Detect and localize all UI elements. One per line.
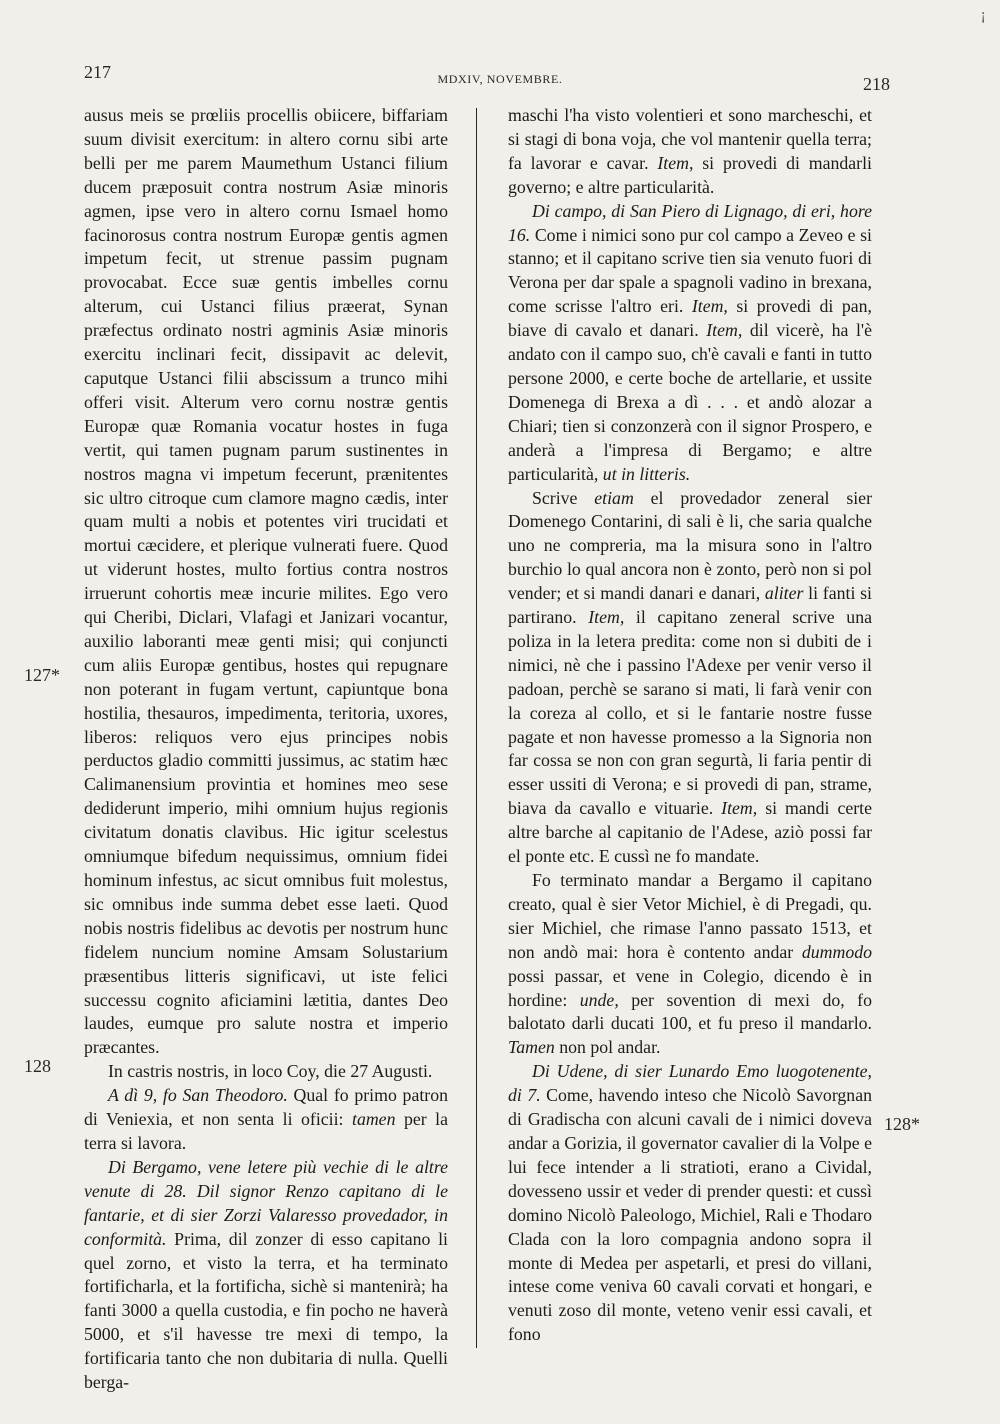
entry-italic: ut in litteris.: [602, 463, 691, 484]
entry-text: dil vicerè, ha l'è andato con il campo suo, ch'è cavali e fanti in tutto persone 2000, e certe boche de artellarie, et ussite Domenega di Brexa a dì . . . et andò alozar a Chiari; tien si conzonzerà con il signor Prospero, e anderà a l'impresa di Bergamo; e altre particularità,: [508, 320, 873, 484]
entry-italic: unde,: [579, 989, 619, 1010]
entry-italic: tamen: [352, 1109, 396, 1130]
entry-text: Qual fo primo patron di Veniexia, et non senta li oficii:: [84, 1085, 448, 1130]
entry-italic: dummodo: [801, 941, 872, 962]
entry-text: Come i nimici sono pur col campo a Zeveo e si stanno; et il capitano scrive tien sia venuto fuori di Verona per dar spale a spagnoli vadino in brexana, come scrisse l'altro eri.: [508, 224, 872, 317]
entry-text: per la terra si lavora.: [84, 1109, 448, 1153]
entry-italic: Item,: [657, 152, 694, 173]
margin-number-127: 127*: [24, 665, 60, 685]
entry-text: non pol andar.: [554, 1037, 661, 1058]
entry-heading: Di Udene, di sier Lunardo Emo luogotenente, di 7.: [508, 1061, 872, 1106]
entry-san-theodoro: [84, 1084, 448, 1156]
latin-letter-text: ausus meis se prœliis procellis obiicere, biffariam suum divisit exercitum: in altero cornu sibi arte belli per me parem Maumethum Ustanci filium ducem præposuit contra nostrum Asiæ minoris agmen, ipse vero in altero cornu Ismael homo facinorosus contra nostrum Europæ gentis agmen impetum fecit, ut strenue passim pugnam provocabat. Ecce suæ gentis imbelles cornu alterum, cui Ustanci filius præerat, Synan præfectus ordinato nostri agminis Asiæ minoris exercitu inclinari fecit, dissipavit ac delevit, caputque Ustanci filii abscissum a trunco mihi offeri visit. Alterum vero cornu nostræ gentis Europæ quæ Romania vocatur hostes in fuga vertit, qui tamen pugnam parum sustinentes in nostros magna vi impetum fecerunt, prænitentes sic ultro citroque cum clamore magno cædis, inter quam multi a nobis et potentes viri trucidati et mortui cæcidere, et plerique vulnerati fuere. Quod ut viderunt hostes, multo fortius contra nostros irruerunt cohortis meæ incurie milites. Ego vero qui Cheribi, Diclari, Vlafagi et Janizari vocantur, auxilio laboranti meæ genti misi; qui conjuncti cum aliis Europæ gentibus, hostes qui repugnare non poterant in fugam vertunt, capiuntque bona hostilia, thesauros, impedimenta, teritoria, uxores, liberos: reliquos vero ejus principes nobis perductos gladio committi jussimus, ac statim hæc Calimanensium provintia et homines meo sese dediderunt imperio, mihi omnium hujus regionis civitatum donatis clavibus. Hic igitur scelestus omniumque bifedum nequissimus, omnium fidei hominum infestus, ac sicut omnibus fuit molestus, sic omnibus inde summa debet esse laeti. Quod nobis nostris fidelibus ac devotis per nostrum hunc fidelem nuncium nomine Amsam Solustarium præsentibus litteris significavi, ut iste felici successu cognito aficiamini lætitia, dantes Deo laudes, eumque pro salute nostra et imperio præcantes.: [84, 105, 448, 1058]
entry-italic: Item,: [706, 320, 743, 341]
entry-text: si provedi di pan, biave di cavalo et danari.: [508, 296, 872, 341]
right-column: [508, 104, 872, 1347]
entry-udene: [508, 1060, 872, 1347]
dateline-paragraph: [84, 1060, 448, 1084]
entry-text: si provedi di mandarli governo; e altre particularità.: [508, 152, 872, 197]
running-title: MDXIV, NOVEMBRE.: [437, 72, 563, 86]
entry-text: si mandi certe altre barche al capitanio de l'Adese, aziò possi far el ponte etc. E cussì ne fo mandate.: [508, 798, 872, 867]
entry-italic: etiam: [594, 487, 634, 508]
left-column: [84, 104, 448, 1395]
entry-terminato: [508, 869, 872, 1060]
page-number-right: 218: [863, 74, 890, 94]
dateline-text: In castris nostris, in loco Coy, die 27 Augusti.: [108, 1061, 433, 1082]
column-divider: [476, 108, 477, 1348]
entry-text: Prima, dil zonzer di esso capitano li quel zorno, et visto la terra, et ha terminato fortificharla, et la fortificha, sichè si mantenirà; ha fanti 3000 a quella custodia, e fin pocho ne haverà 5000, et s'il havesse tre mexi di tempo, la fortificaria tanto che non dubitaria di nulla. Quelli berga-: [84, 1228, 448, 1393]
page-number-left: 217: [84, 62, 111, 82]
entry-text: maschi l'ha visto volentieri et sono marcheschi, et si stagi di bona voja, che vol mantenir quella terra; fa lavorar e cavar.: [508, 105, 872, 173]
entry-italic: Item,: [588, 607, 625, 628]
entry-text: el provedador zeneral sier Domenego Contarini, di sali è li, che saria qualche uno ne compreria, ma la misura sono in l'altro burchio lo qual ancora non è zonto, però non si pol vender; et si mandi danari e danari,: [508, 487, 872, 604]
entry-campo: [508, 200, 872, 487]
entry-italic: Item,: [691, 296, 728, 317]
entry-text: per sovention di mexi do, fo balotato darli ducati 100, et fu preso il mandarlo.: [508, 989, 872, 1034]
entry-heading: A dì 9, fo San Theodoro.: [108, 1085, 288, 1106]
margin-number-128-left: 128: [24, 1056, 51, 1076]
entry-heading: Di Bergamo, vene letere più vechie di le altre venute di 28. Dil signor Renzo capitano di le fantarie, et di sier Zorzi Valaresso provedador, in conformità.: [84, 1156, 448, 1249]
margin-number-128-right: 128*: [884, 1114, 920, 1134]
entry-provedador: [508, 487, 872, 870]
entry-italic: Item,: [721, 798, 758, 819]
entry-italic: Tamen: [508, 1037, 555, 1058]
latin-letter-paragraph: [84, 104, 448, 1060]
entry-text: li fanti si partirano.: [508, 583, 872, 628]
entry-text: Scrive: [532, 487, 595, 508]
corner-mark: ¡: [980, 8, 986, 24]
continued-paragraph: [508, 104, 872, 200]
entry-text: possi passar, et vene in Colegio, dicendo è in hordine:: [508, 965, 872, 1010]
entry-italic: aliter: [764, 583, 804, 604]
entry-text: Come, havendo inteso che Nicolò Savorgnan di Gradischa con alcuni cavali de i nimici doveva andar a Gorizia, il governator cavalier di la Volpe e lui fece intender a li stratioti, erano a Cividal, dovesseno ussir et veder di prender questi: et cussì domino Nicolò Paleologo, Michiel, Rali e Thodaro Clada con la loro compagnia andono sopra il monte di Medea per aspetarli, et presi do villani, intese come veniva 60 cavali corvati et hongari, e venuti zoso dil monte, veteno venir essi cavali, et fono: [508, 1085, 872, 1345]
entry-text: il capitano zeneral scrive una poliza in la letera predita: come non si dubiti de i nimici, nè che i passino l'Adexe per venir verso il padoan, perchè se sarano si mati, li farà venir con la coreza al collo, et si le fantarie nostre fusse pagate et non havesse promesso a la Signoria non far cossa se non con gran segurtà, li faria pentir di esser ussiti di Verona; e si provedi di pan, strame, biava da cavallo e vituarie.: [508, 607, 872, 819]
entry-heading: Di campo, di San Piero di Lignago, di eri, hore 16.: [508, 200, 872, 245]
entry-text: Fo terminato mandar a Bergamo il capitano creato, qual è sier Vetor Michiel, è di Pregadi, qu. sier Michiel, che rimase l'anno passato 1513, et non andò mai: hora è contento andar: [508, 870, 872, 962]
entry-bergamo: [84, 1156, 448, 1395]
